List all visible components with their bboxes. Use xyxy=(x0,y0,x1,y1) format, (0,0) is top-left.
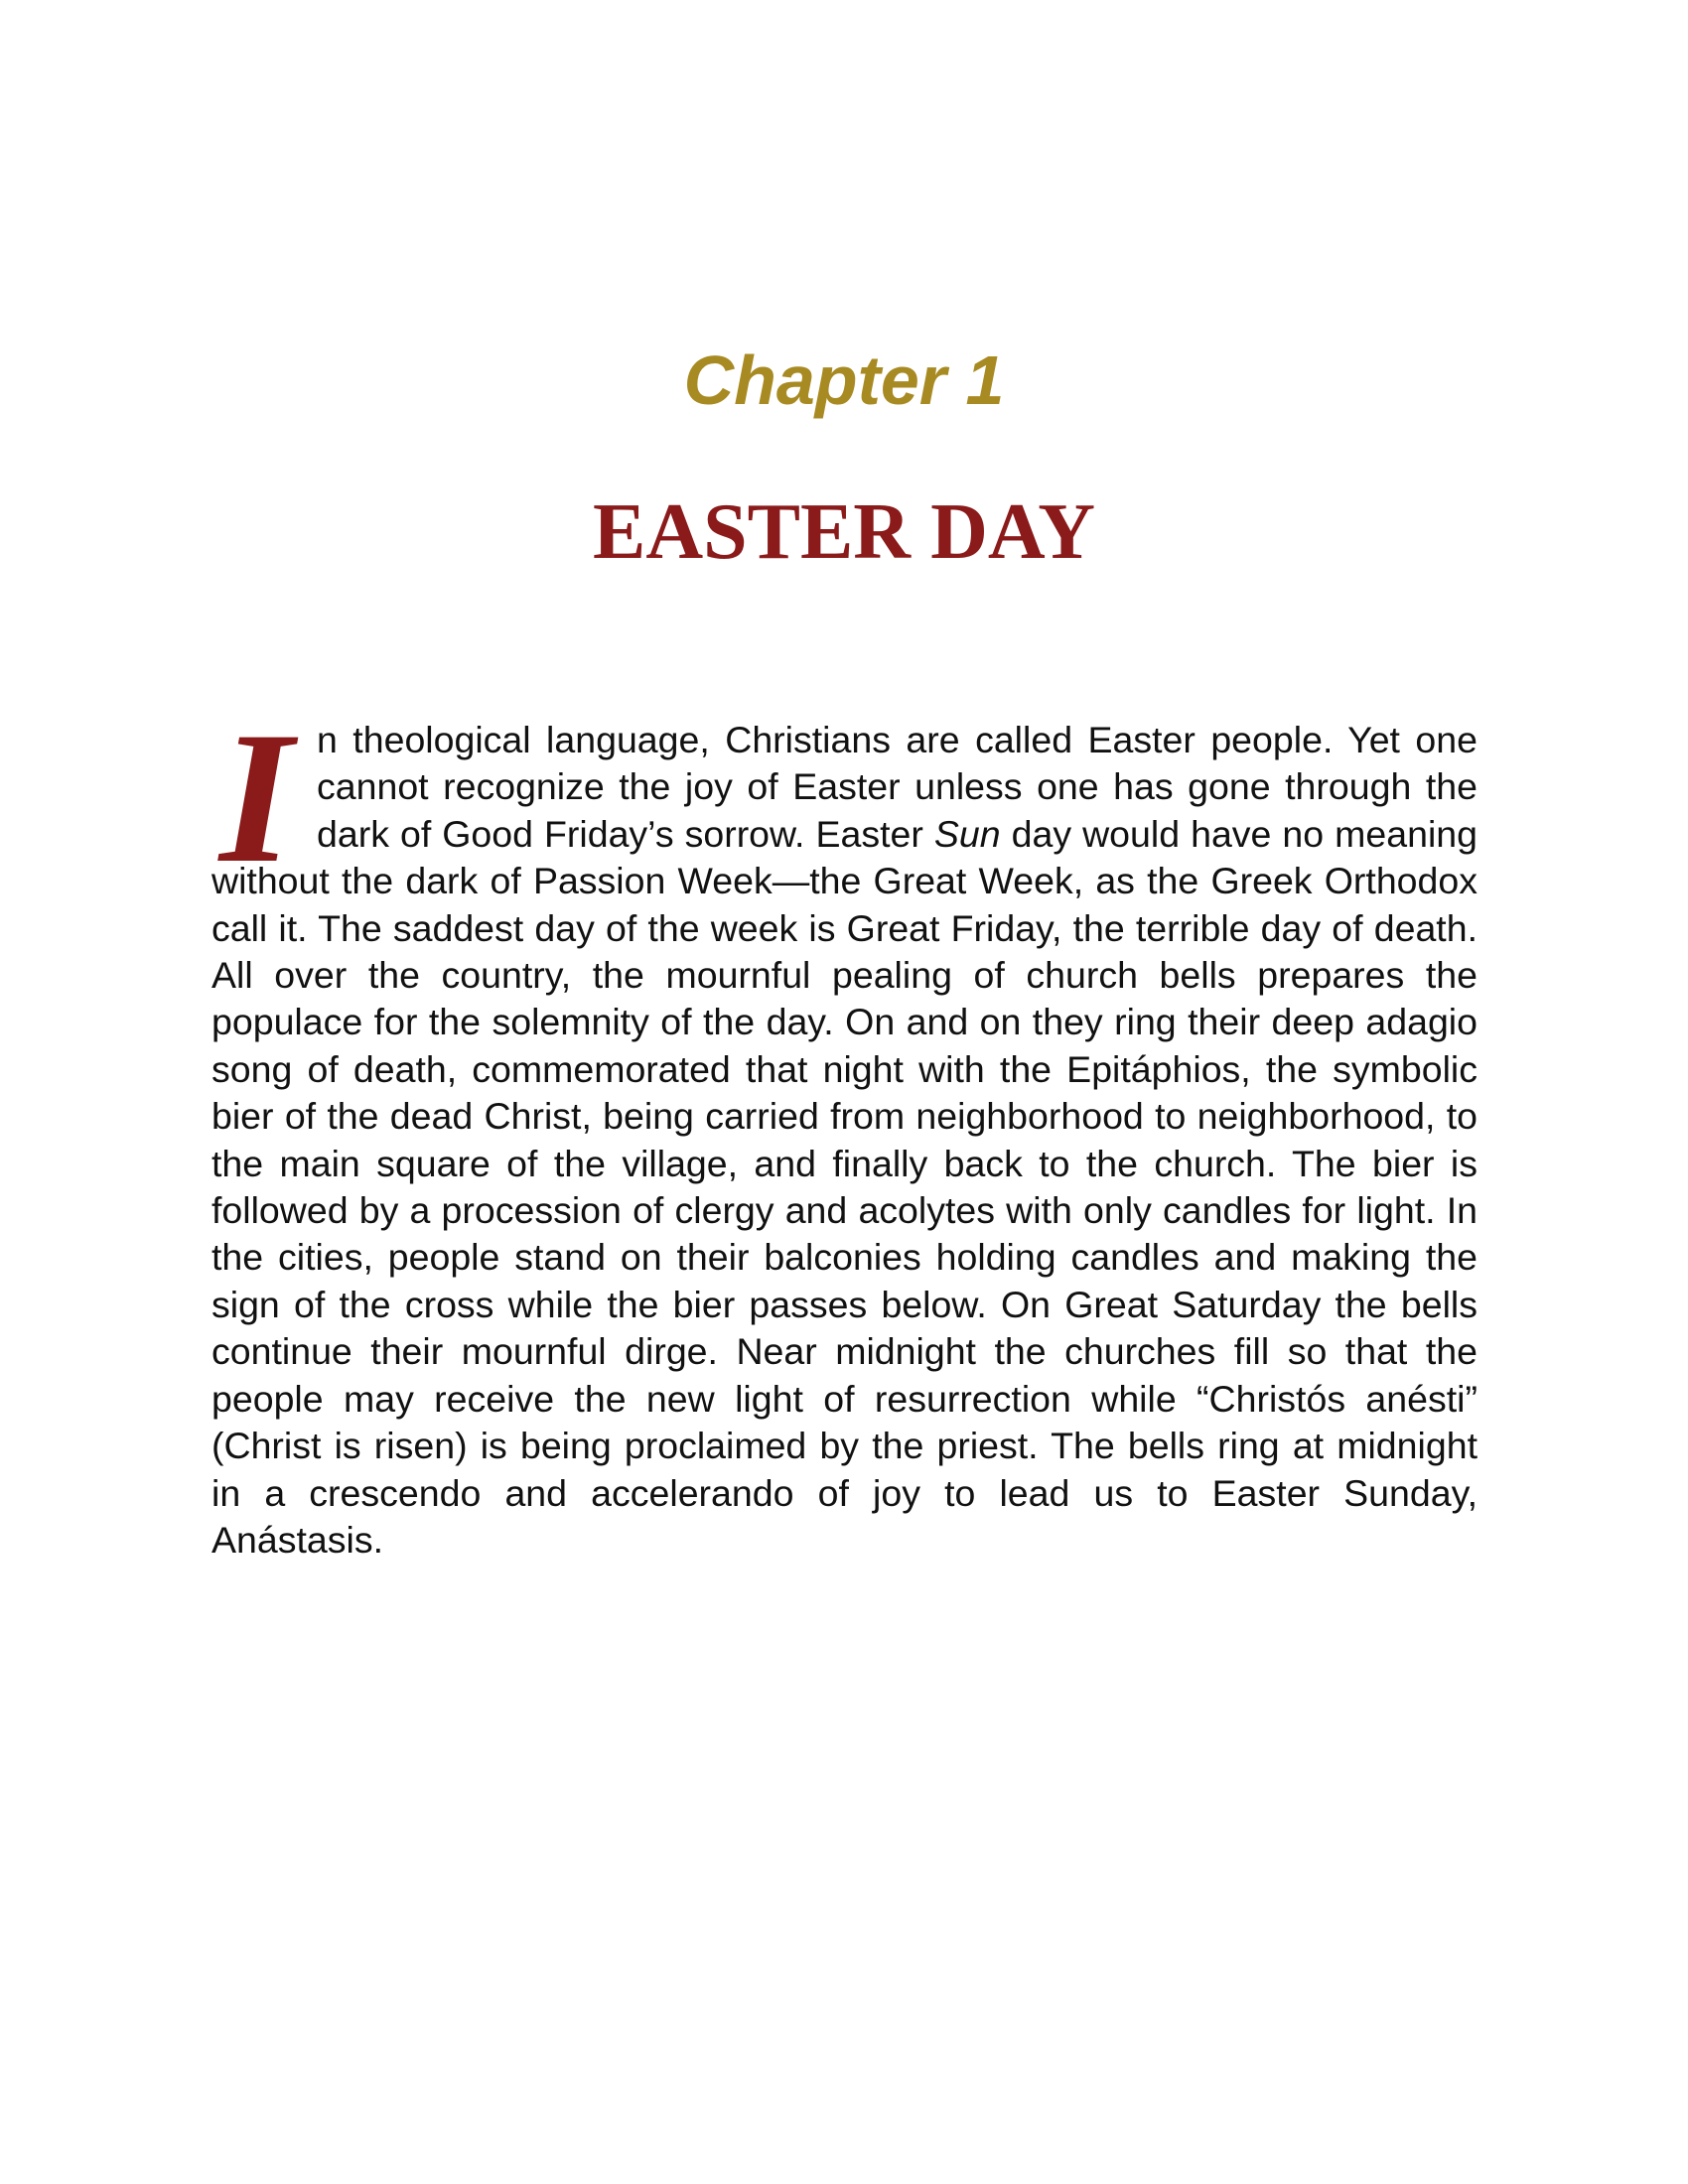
chapter-title: EASTER DAY xyxy=(592,488,1096,576)
body-text-part2: day would have no meaning without the dark of Passion Week—the Great Week, as the Greek Orthodox call it. The saddest day of the week is Great Friday, the terrible day of death. All over the country, the mournful pealing of church bells prepares the populace for the solemnity of the day. On and on they ring their deep adagio song of death, commemorated that night with the Epitáphios, the symbolic bier of the dead Christ, being carried from neighborhood to neighborhood, to the main square of the village, and finally back to the church. The bier is followed by a procession of clergy and acolytes with only candles for light. In the cities, people stand on their balconies holding candles and making the sign of the cross while the bier passes below. On Great Saturday the bells continue their mournful dirge. Near midnight the churches fill so that the people may receive the new light of resurrection while “Christós anésti” (Christ is risen) is being proclaimed by the priest. The bells ring at midnight in a crescendo and accelerando of joy to lead us to Easter Sunday, Anástasis. xyxy=(211,812,1477,1561)
chapter-label: Chapter 1 xyxy=(683,341,1005,419)
drop-cap-letter: I xyxy=(219,694,293,902)
body-paragraph xyxy=(211,694,1477,1564)
body-text-part1: n theological language, Christians are called Easter people. Yet one cannot recognize the joy of Easter unless one has gone through the dark of Good Friday’s sorrow. Easter xyxy=(317,719,1477,855)
drop-cap xyxy=(211,694,317,902)
body-text-italic: Sun xyxy=(933,812,1001,855)
